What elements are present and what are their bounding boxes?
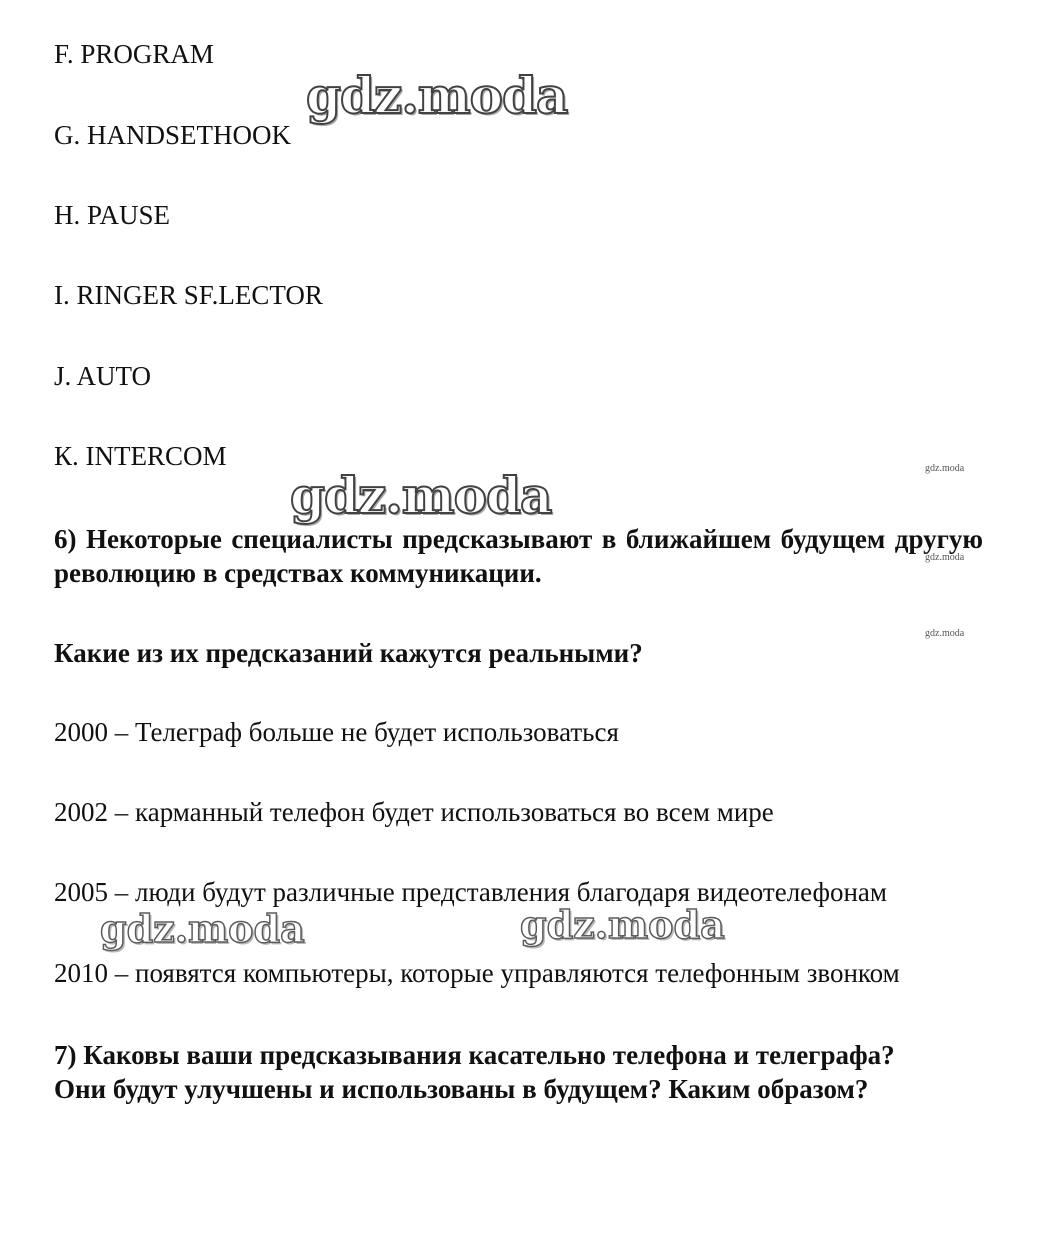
watermark-logo-top: gdz.moda [306,66,568,125]
list-item-g: G. HANDSETHOOK [54,120,291,150]
question-6-text: 6) Некоторые специалисты предсказывают в ближайшем будущем другую революцию в средствах коммуникации. [54,524,983,588]
prediction-2000: 2000 – Телеграф больше не будет использоваться [54,717,619,747]
prediction-2010: 2010 – появятся компьютеры, которые управляются телефонным звонком [54,958,900,988]
watermark-logo-bottom-left: gdz.moda [100,906,305,951]
watermark-small-2: gdz.moda [925,552,965,563]
question-7-line-1: 7) Каковы ваши предсказывания касательно телефона и телеграфа? [54,1040,895,1070]
watermark-logo-bottom-right: gdz.moda [520,902,725,947]
watermark-logo-middle: gdz.moda [290,466,552,525]
watermark-small-1: gdz.moda [925,463,965,474]
list-item-k: К. INTERCOM [54,441,227,471]
question-6-prompt: Какие из их предсказаний кажутся реальными? [54,638,643,668]
question-7-line-2: Они будут улучшены и использованы в будущем? Каким образом? [54,1074,869,1104]
list-item-j: J. AUTO [54,361,152,391]
watermark-small-3: gdz.moda [925,628,965,639]
list-item-f: F. PROGRAM [54,39,214,69]
prediction-2002: 2002 – карманный телефон будет использоваться во всем мире [54,797,774,827]
prediction-2005: 2005 – люди будут различные представления благодаря видеотелефонам [54,877,887,907]
list-item-h: H. PAUSE [54,200,171,230]
list-item-i: I. RINGER SF.LECTOR [54,280,323,310]
